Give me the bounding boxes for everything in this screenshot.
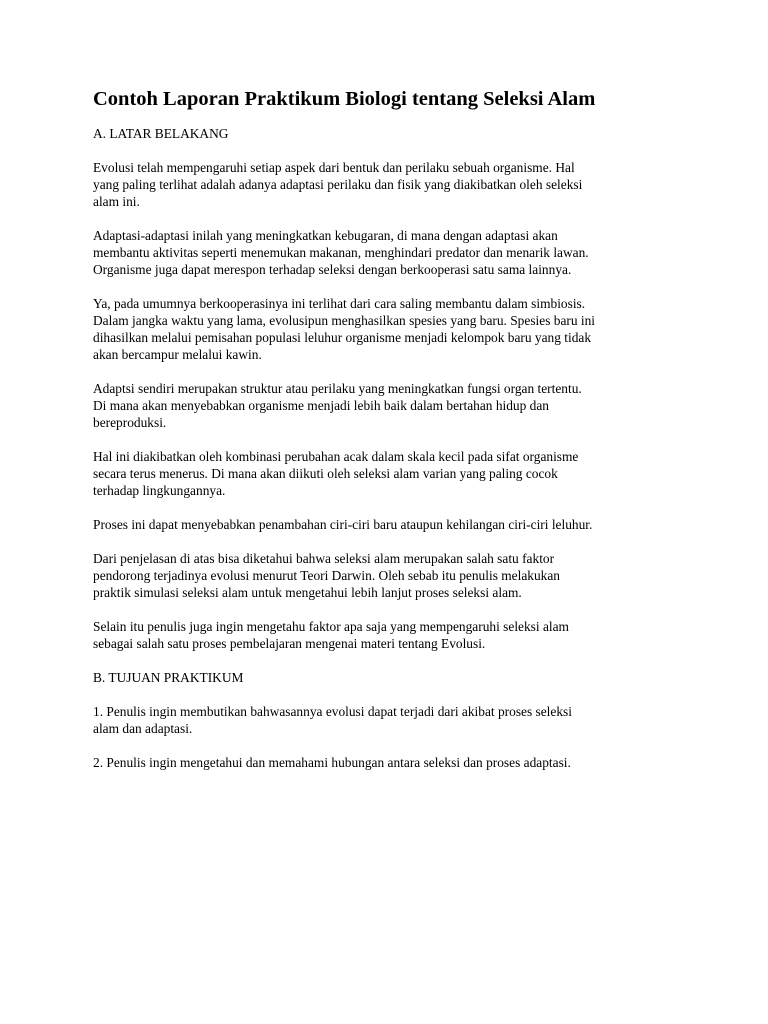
text-line: Evolusi telah mempengaruhi setiap aspek dari bentuk dan perilaku sebuah organisme. Hal [93, 160, 575, 175]
paragraph [93, 516, 693, 533]
text-line: Proses ini dapat menyebabkan penambahan ciri-ciri baru ataupun kehilangan ciri-ciri leluhur. [93, 517, 593, 532]
paragraph [93, 703, 693, 737]
paragraph [93, 754, 693, 771]
text-line: alam ini. [93, 194, 140, 209]
text-line: dihasilkan melalui pemisahan populasi leluhur organisme menjadi kelompok baru yang tidak [93, 330, 592, 345]
text-line: terhadap lingkungannya. [93, 483, 226, 498]
text-line: bereproduksi. [93, 415, 167, 430]
text-line: Ya, pada umumnya berkooperasinya ini terlihat dari cara saling membantu dalam simbiosis. [93, 296, 586, 311]
text-line: yang paling terlihat adalah adanya adaptasi perilaku dan fisik yang diakibatkan oleh seleksi [93, 177, 583, 192]
text-line: praktik simulasi seleksi alam untuk mengetahui lebih lanjut proses seleksi alam. [93, 585, 522, 600]
paragraph [93, 227, 693, 278]
section-heading: A. LATAR BELAKANG [93, 126, 229, 141]
text-line: Adaptsi sendiri merupakan struktur atau perilaku yang meningkatkan fungsi organ tertentu. [93, 381, 582, 396]
text-line: 2. Penulis ingin mengetahui dan memahami hubungan antara seleksi dan proses adaptasi. [93, 755, 571, 770]
paragraph [93, 295, 693, 363]
paragraph [93, 618, 693, 652]
text-line: sebagai salah satu proses pembelajaran mengenai materi tentang Evolusi. [93, 636, 486, 651]
section-tujuan-praktikum [93, 669, 693, 771]
text-line: Adaptasi-adaptasi inilah yang meningkatkan kebugaran, di mana dengan adaptasi akan [93, 228, 558, 243]
paragraph [93, 159, 693, 210]
paragraph [93, 448, 693, 499]
text-line: Organisme juga dapat merespon terhadap seleksi dengan berkooperasi satu sama lainnya. [93, 262, 572, 277]
text-line: membantu aktivitas seperti menemukan makanan, menghindari predator dan menarik lawan. [93, 245, 589, 260]
paragraph [93, 550, 693, 601]
text-line: Di mana akan menyebabkan organisme menjadi lebih baik dalam bertahan hidup dan [93, 398, 550, 413]
text-line: akan bercampur melalui kawin. [93, 347, 262, 362]
text-line: Hal ini diakibatkan oleh kombinasi perubahan acak dalam skala kecil pada sifat organisme [93, 449, 579, 464]
text-line: pendorong terjadinya evolusi menurut Teori Darwin. Oleh sebab itu penulis melakukan [93, 568, 560, 583]
section-latar-belakang [93, 125, 693, 652]
text-line: alam dan adaptasi. [93, 721, 193, 736]
document-title: Contoh Laporan Praktikum Biologi tentang Seleksi Alam [93, 88, 596, 110]
text-line: Dari penjelasan di atas bisa diketahui bahwa seleksi alam merupakan salah satu faktor [93, 551, 555, 566]
paragraph [93, 380, 693, 431]
text-line: secara terus menerus. Di mana akan diikuti oleh seleksi alam varian yang paling cocok [93, 466, 558, 481]
text-line: Dalam jangka waktu yang lama, evolusipun menghasilkan spesies yang baru. Spesies baru ini [93, 313, 596, 328]
section-heading: B. TUJUAN PRAKTIKUM [93, 670, 244, 685]
text-line: Selain itu penulis juga ingin mengetahu faktor apa saja yang mempengaruhi seleksi alam [93, 619, 569, 634]
text-line: 1. Penulis ingin membutikan bahwasannya evolusi dapat terjadi dari akibat proses seleksi [93, 704, 572, 719]
document-page [93, 86, 693, 788]
